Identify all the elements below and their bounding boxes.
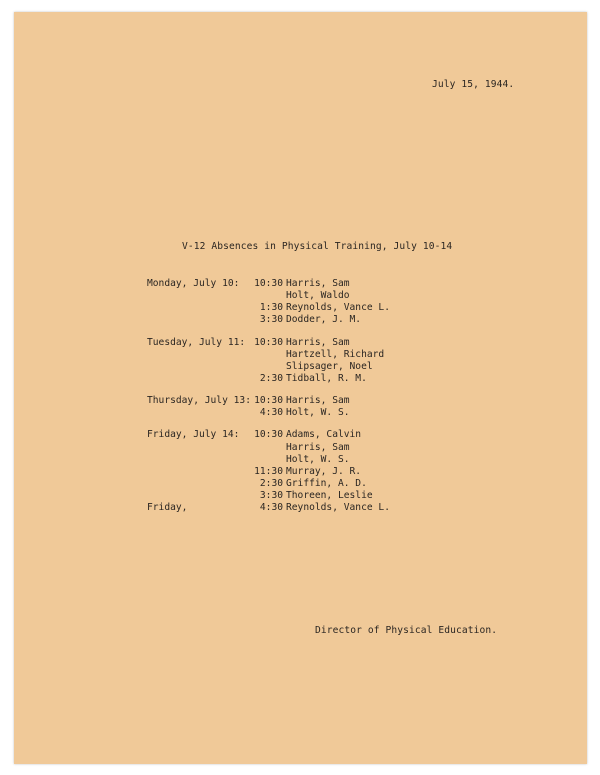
row-day: Friday, — [147, 502, 188, 514]
row-name: Slipsager, Noel — [286, 360, 373, 372]
row-name: Griffin, A. D. — [286, 477, 367, 489]
row-name: Murray, J. R. — [286, 465, 362, 477]
row-time: 4:30 — [259, 502, 283, 514]
row-name: Thoreen, Leslie — [286, 490, 373, 502]
row-time: 2:30 — [259, 477, 283, 489]
row-name: Harris, Sam — [286, 395, 350, 407]
row-name: Harris, Sam — [286, 336, 350, 348]
row-time: 3:30 — [259, 314, 283, 326]
row-name: Reynolds, Vance L. — [286, 302, 390, 314]
row-name: Holt, W. S. — [286, 407, 350, 419]
row-name: Reynolds, Vance L. — [286, 502, 390, 514]
row-day: Tuesday, July 11: — [147, 336, 246, 348]
row-day: Friday, July 14: — [147, 429, 240, 441]
row-name: Adams, Calvin — [286, 429, 362, 441]
row-time: 10:30 — [254, 395, 283, 407]
row-time: 4:30 — [259, 407, 283, 419]
row-day: Monday, July 10: — [147, 278, 240, 289]
row-name: Hartzell, Richard — [286, 348, 385, 360]
row-name: Tidball, R. M. — [286, 372, 367, 384]
row-name: Harris, Sam — [286, 441, 350, 453]
letter-title: V-12 Absences in Physical Training, July 10-14 — [182, 241, 453, 252]
row-day: Thursday, July 13: — [147, 395, 251, 407]
row-time: 3:30 — [259, 490, 283, 502]
row-name: Harris, Sam — [286, 278, 350, 289]
signature-line: Director of Physical Education. — [315, 625, 498, 636]
row-time: 10:30 — [254, 429, 283, 441]
row-time: 2:30 — [259, 372, 283, 384]
typed-letter-page — [14, 12, 587, 764]
row-time: 11:30 — [254, 465, 283, 477]
row-name: Holt, Waldo — [286, 290, 350, 302]
row-name: Dodder, J. M. — [286, 314, 362, 326]
row-time: 10:30 — [254, 336, 283, 348]
letter-date: July 15, 1944. — [432, 79, 515, 90]
row-name: Holt, W. S. — [286, 453, 350, 465]
row-time: 1:30 — [259, 302, 283, 314]
row-time: 10:30 — [254, 278, 283, 289]
